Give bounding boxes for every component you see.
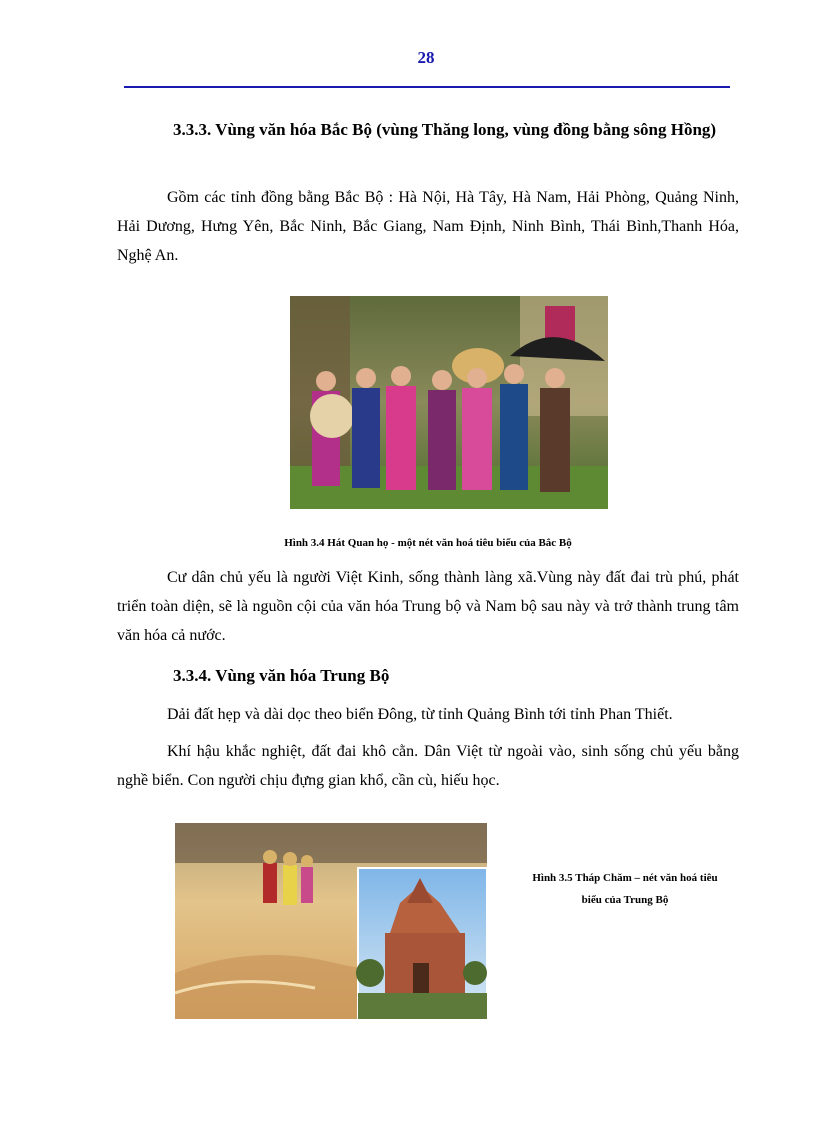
cham-tower-illustration	[175, 823, 487, 1019]
paragraph-provinces-text: Gồm các tỉnh đồng bằng Bắc Bộ : Hà Nội, Hà Tây, Hà Nam, Hải Phòng, Quảng Ninh, Hải Dương, Hưng Yên, Bắc Ninh, Bắc Giang, Nam Định, Ninh Bình, Thái Bình,Thanh Hóa, Nghệ An.	[117, 189, 739, 264]
section-heading-334-text: 3.3.4. Vùng văn hóa Trung Bộ	[173, 666, 390, 685]
section-heading-333	[117, 114, 739, 146]
paragraph-climate	[117, 737, 739, 795]
section-heading-333-text: 3.3.3. Vùng văn hóa Bắc Bộ (vùng Thăng long, vùng đồng bằng sông Hồng)	[173, 120, 717, 139]
figure-caption-3-5: Hình 3.5 Tháp Chăm – nét văn hoá tiêu biểu của Trung Bộ	[532, 872, 718, 906]
figure-cham-tower-photo	[175, 823, 487, 1019]
paragraph-geography	[117, 700, 739, 729]
paragraph-geography-text: Dải đất hẹp và dài dọc theo biển Đông, từ tỉnh Quảng Bình tới tỉnh Phan Thiết.	[167, 706, 673, 723]
paragraph-population	[117, 563, 739, 650]
figure-quan-ho-photo	[290, 296, 608, 509]
paragraph-population-text: Cư dân chủ yếu là người Việt Kinh, sống thành làng xã.Vùng này đất đai trù phú, phát triển toàn diện, sẽ là nguồn cội của văn hóa Trung bộ và Nam bộ sau này và trở thành trung tâm văn hóa cả nước.	[117, 569, 739, 644]
quan-ho-illustration	[290, 296, 608, 509]
section-heading-334	[117, 660, 739, 692]
paragraph-provinces	[117, 183, 739, 270]
header-rule	[124, 86, 730, 88]
figure-caption-3-4: Hình 3.4 Hát Quan họ - một nét văn hoá tiêu biểu của Bắc Bộ	[284, 537, 572, 549]
paragraph-climate-text: Khí hậu khắc nghiệt, đất đai khô cằn. Dân Việt từ ngoài vào, sinh sống chủ yếu bằng nghề biển. Con người chịu đựng gian khổ, cần cù, hiếu học.	[117, 743, 739, 789]
page-number: 28	[417, 48, 435, 67]
